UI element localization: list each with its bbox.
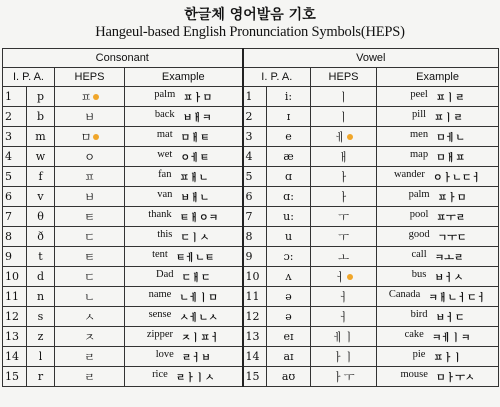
consonant-heps-symbol: ㅂ bbox=[83, 109, 96, 124]
vowel-ipa: e bbox=[267, 127, 311, 147]
consonant-number: 6 bbox=[3, 187, 27, 207]
vowel-number: 13 bbox=[243, 327, 267, 347]
consonant-example-hangeul: ㅅㅔㄴㅅ bbox=[179, 313, 218, 324]
table-row bbox=[3, 227, 499, 247]
consonant-heps-header: HEPS bbox=[55, 68, 125, 87]
consonant-example-hangeul: ㄷㅐㄷ bbox=[181, 273, 211, 284]
korean-title: 한글체 영어발음 기호 bbox=[184, 7, 316, 23]
consonant-example-word: zipper bbox=[146, 329, 174, 340]
consonant-example bbox=[125, 87, 243, 107]
vowel-example-hangeul: ㄱㅜㄷ bbox=[437, 233, 467, 244]
consonant-heps-symbol: ㄹ bbox=[83, 369, 96, 384]
vowel-example bbox=[377, 107, 499, 127]
vowel-example-word: cake bbox=[404, 329, 424, 340]
vowel-example bbox=[377, 327, 499, 347]
vowel-ipa: æ bbox=[267, 147, 311, 167]
consonant-example-word: thank bbox=[148, 209, 172, 220]
vowel-heps-symbol: ㅐ bbox=[337, 149, 350, 164]
highlight-mark bbox=[93, 134, 99, 140]
consonant-example-word: fan bbox=[158, 169, 172, 180]
vowel-ipa: eɪ bbox=[267, 327, 311, 347]
consonant-heps-symbol: ㅌ bbox=[83, 209, 96, 224]
highlight-mark bbox=[93, 94, 99, 100]
consonant-ipa: d bbox=[27, 267, 55, 287]
consonant-number: 9 bbox=[3, 247, 27, 267]
consonant-number: 10 bbox=[3, 267, 27, 287]
consonant-example-word: mat bbox=[156, 129, 173, 140]
consonant-example-word: wet bbox=[157, 149, 173, 160]
consonant-example-word: name bbox=[148, 289, 172, 300]
vowel-heps-symbol: ㅏ bbox=[337, 169, 350, 184]
table-row bbox=[3, 187, 499, 207]
consonant-example bbox=[125, 167, 243, 187]
vowel-number: 15 bbox=[243, 367, 267, 387]
vowel-example-hangeul: ㅇㅏㄴㄷㅓ bbox=[432, 173, 482, 184]
consonant-ipa: s bbox=[27, 307, 55, 327]
consonant-heps-symbol: ㅍ bbox=[83, 169, 96, 184]
english-title: Hangeul-based English Pronunciation Symbols(HEPS) bbox=[95, 24, 405, 40]
consonant-example bbox=[125, 147, 243, 167]
vowel-ipa: i: bbox=[267, 87, 311, 107]
vowel-heps bbox=[311, 347, 377, 367]
table-row bbox=[3, 207, 499, 227]
consonant-heps-symbol: ㅁ bbox=[80, 129, 92, 144]
consonant-number: 5 bbox=[3, 167, 27, 187]
vowel-number: 12 bbox=[243, 307, 267, 327]
highlight-mark bbox=[347, 134, 353, 140]
vowel-example-word: mouse bbox=[400, 369, 428, 380]
vowel-example-word: bus bbox=[411, 269, 427, 280]
table-row bbox=[3, 347, 499, 367]
vowel-example bbox=[377, 147, 499, 167]
consonant-example-word: palm bbox=[154, 89, 176, 100]
vowel-example-hangeul: ㅍㅣㄹ bbox=[435, 93, 465, 104]
vowel-example-word: men bbox=[410, 129, 429, 140]
vowel-ipa: ɔ: bbox=[267, 247, 311, 267]
consonant-number: 1 bbox=[3, 87, 27, 107]
vowel-heps bbox=[311, 107, 377, 127]
consonant-example bbox=[125, 107, 243, 127]
consonant-heps-symbol: ㄹ bbox=[83, 349, 96, 364]
consonant-heps-symbol: ㅅ bbox=[83, 309, 96, 324]
consonant-example-hangeul: ㄴㅔㅣㅁ bbox=[179, 293, 218, 304]
consonant-heps bbox=[55, 307, 125, 327]
table-row bbox=[3, 87, 499, 107]
vowel-heps bbox=[311, 307, 377, 327]
vowel-number: 11 bbox=[243, 287, 267, 307]
vowel-group-header: Vowel bbox=[243, 49, 499, 68]
vowel-example bbox=[377, 347, 499, 367]
vowel-example-word: map bbox=[410, 149, 429, 160]
consonant-heps bbox=[55, 367, 125, 387]
vowel-example bbox=[377, 167, 499, 187]
consonant-example bbox=[125, 207, 243, 227]
vowel-heps-symbol: ㅜ bbox=[337, 229, 350, 244]
consonant-number: 12 bbox=[3, 307, 27, 327]
vowel-example bbox=[377, 127, 499, 147]
consonant-ipa: m bbox=[27, 127, 55, 147]
consonant-example-word: love bbox=[155, 349, 174, 360]
consonant-group-header: Consonant bbox=[3, 49, 243, 68]
vowel-heps-symbol: ㅓ bbox=[334, 269, 346, 284]
consonant-example-hangeul: ㄹㅏㅣㅅ bbox=[175, 373, 215, 384]
consonant-number: 14 bbox=[3, 347, 27, 367]
consonant-heps-symbol: ㅌ bbox=[83, 249, 96, 264]
consonant-example bbox=[125, 287, 243, 307]
vowel-heps-symbol: ㅔ bbox=[334, 129, 346, 144]
vowel-heps-symbol: ㅓ bbox=[337, 309, 350, 324]
vowel-heps bbox=[311, 127, 377, 147]
vowel-ipa: aɪ bbox=[267, 347, 311, 367]
vowel-heps bbox=[311, 167, 377, 187]
vowel-ipa: ɑ bbox=[267, 167, 311, 187]
vowel-example-hangeul: ㅋㅔㅣㅋ bbox=[431, 333, 471, 344]
consonant-example-word: back bbox=[154, 109, 175, 120]
consonant-ipa: w bbox=[27, 147, 55, 167]
vowel-example bbox=[377, 307, 499, 327]
vowel-number: 14 bbox=[243, 347, 267, 367]
vowel-example-word: peel bbox=[410, 89, 428, 100]
vowel-example-word: bird bbox=[410, 309, 428, 320]
vowel-example-hangeul: ㅍㅣㄹ bbox=[434, 113, 464, 124]
consonant-number: 3 bbox=[3, 127, 27, 147]
consonant-heps-symbol: ㅍ bbox=[80, 89, 92, 104]
vowel-example-word: call bbox=[411, 249, 427, 260]
consonant-example-hangeul: ㅁㅐㅌ bbox=[180, 133, 210, 144]
consonant-ipa: l bbox=[27, 347, 55, 367]
consonant-example bbox=[125, 127, 243, 147]
vowel-example-word: good bbox=[408, 229, 430, 240]
vowel-heps bbox=[311, 207, 377, 227]
vowel-example bbox=[377, 247, 499, 267]
consonant-number: 11 bbox=[3, 287, 27, 307]
vowel-ipa: ɪ bbox=[267, 107, 311, 127]
vowel-ipa: u: bbox=[267, 207, 311, 227]
table-row bbox=[3, 267, 499, 287]
consonant-example bbox=[125, 187, 243, 207]
consonant-example-word: van bbox=[157, 189, 173, 200]
vowel-example-hangeul: ㅂㅓㄷ bbox=[435, 313, 465, 324]
table-row bbox=[3, 307, 499, 327]
vowel-example-hangeul: ㅋㅐㄴㅓㄷㅓ bbox=[428, 293, 487, 304]
vowel-example-word: wander bbox=[393, 169, 425, 180]
consonant-example-hangeul: ㄷㅣㅅ bbox=[180, 233, 210, 244]
consonant-ipa: b bbox=[27, 107, 55, 127]
consonant-ipa-header: I. P. A. bbox=[3, 68, 55, 87]
consonant-ipa: r bbox=[27, 367, 55, 387]
vowel-example bbox=[377, 227, 499, 247]
consonant-ipa: t bbox=[27, 247, 55, 267]
consonant-heps bbox=[55, 347, 125, 367]
consonant-example-word: rice bbox=[152, 369, 168, 380]
vowel-number: 2 bbox=[243, 107, 267, 127]
consonant-heps bbox=[55, 227, 125, 247]
consonant-example-hangeul: ㅈㅣㅍㅓ bbox=[181, 333, 220, 344]
consonant-number: 8 bbox=[3, 227, 27, 247]
vowel-heps-symbol: ㅓ bbox=[337, 289, 350, 304]
consonant-heps-symbol: ㅇ bbox=[83, 149, 96, 164]
vowel-heps-symbol: ㅜ bbox=[337, 209, 350, 224]
consonant-example-hangeul: ㅂㅐㄴ bbox=[180, 193, 210, 204]
vowel-heps bbox=[311, 187, 377, 207]
consonant-ipa: n bbox=[27, 287, 55, 307]
vowel-example-word: pie bbox=[412, 349, 426, 360]
consonant-example bbox=[125, 247, 243, 267]
consonant-heps-symbol: ㄴ bbox=[83, 289, 96, 304]
vowel-number: 4 bbox=[243, 147, 267, 167]
table-row bbox=[3, 367, 499, 387]
consonant-heps bbox=[55, 287, 125, 307]
consonant-number: 4 bbox=[3, 147, 27, 167]
vowel-heps-symbol: ㅣ bbox=[337, 89, 350, 104]
vowel-ipa: ə bbox=[267, 307, 311, 327]
consonant-example-word: Dad bbox=[156, 269, 174, 280]
consonant-heps bbox=[55, 327, 125, 347]
table-row bbox=[3, 247, 499, 267]
consonant-example-hangeul: ㅌㅔㄴㅌ bbox=[175, 253, 215, 264]
vowel-heps-symbol: ㅣ bbox=[337, 109, 350, 124]
table-row bbox=[3, 107, 499, 127]
consonant-example bbox=[125, 327, 243, 347]
vowel-example-hangeul: ㅁㅏㅜㅅ bbox=[435, 373, 475, 384]
consonant-ipa: f bbox=[27, 167, 55, 187]
vowel-example bbox=[377, 187, 499, 207]
consonant-example-word: sense bbox=[148, 309, 172, 320]
vowel-example-hangeul: ㅋㅗㄹ bbox=[434, 253, 464, 264]
consonant-heps bbox=[55, 87, 125, 107]
vowel-number: 1 bbox=[243, 87, 267, 107]
vowel-heps bbox=[311, 267, 377, 287]
consonant-heps bbox=[55, 207, 125, 227]
consonant-heps-symbol: ㅂ bbox=[83, 189, 96, 204]
vowel-example-hangeul: ㅂㅓㅅ bbox=[434, 273, 464, 284]
consonant-example bbox=[125, 307, 243, 327]
vowel-number: 10 bbox=[243, 267, 267, 287]
vowel-ipa: ɑ: bbox=[267, 187, 311, 207]
vowel-example-hangeul: ㅁㅐㅍ bbox=[436, 153, 466, 164]
vowel-number: 6 bbox=[243, 187, 267, 207]
consonant-example bbox=[125, 227, 243, 247]
vowel-example bbox=[377, 87, 499, 107]
table-row bbox=[3, 327, 499, 347]
vowel-example bbox=[377, 267, 499, 287]
vowel-number: 5 bbox=[243, 167, 267, 187]
consonant-ipa: v bbox=[27, 187, 55, 207]
consonant-heps bbox=[55, 127, 125, 147]
vowel-example-word: Canada bbox=[388, 289, 421, 300]
table-row bbox=[3, 167, 499, 187]
consonant-heps bbox=[55, 187, 125, 207]
vowel-heps-symbol: ㅏ bbox=[337, 189, 350, 204]
vowel-number: 7 bbox=[243, 207, 267, 227]
vowel-heps-header: HEPS bbox=[311, 68, 377, 87]
vowel-example-word: palm bbox=[408, 189, 430, 200]
table-row bbox=[3, 127, 499, 147]
heps-table bbox=[2, 48, 499, 387]
consonant-heps-symbol: ㄷ bbox=[83, 269, 96, 284]
consonant-heps bbox=[55, 167, 125, 187]
consonant-example bbox=[125, 267, 243, 287]
vowel-heps bbox=[311, 247, 377, 267]
vowel-example-hangeul: ㅍㅜㄹ bbox=[436, 213, 466, 224]
vowel-example-word: pool bbox=[409, 209, 429, 220]
vowel-ipa: aʊ bbox=[267, 367, 311, 387]
vowel-heps bbox=[311, 367, 377, 387]
consonant-example-hangeul: ㅂㅐㅋ bbox=[182, 113, 212, 124]
consonant-example-hangeul: ㅍㅐㄴ bbox=[179, 173, 209, 184]
consonant-example-header: Example bbox=[125, 68, 243, 87]
consonant-number: 2 bbox=[3, 107, 27, 127]
consonant-example-word: tent bbox=[152, 249, 168, 260]
vowel-number: 9 bbox=[243, 247, 267, 267]
consonant-heps bbox=[55, 107, 125, 127]
consonant-number: 15 bbox=[3, 367, 27, 387]
table-body bbox=[3, 87, 499, 387]
consonant-ipa: ð bbox=[27, 227, 55, 247]
vowel-heps bbox=[311, 87, 377, 107]
consonant-example-word: this bbox=[157, 229, 173, 240]
consonant-ipa: θ bbox=[27, 207, 55, 227]
consonant-heps bbox=[55, 267, 125, 287]
vowel-example-word: pill bbox=[412, 109, 427, 120]
consonant-example bbox=[125, 367, 243, 387]
vowel-example-header: Example bbox=[377, 68, 499, 87]
vowel-ipa: ə bbox=[267, 287, 311, 307]
vowel-ipa: u bbox=[267, 227, 311, 247]
consonant-example-hangeul: ㄹㅓㅂ bbox=[181, 353, 211, 364]
vowel-heps bbox=[311, 147, 377, 167]
vowel-heps-symbol: ㅏㅣ bbox=[332, 349, 355, 364]
vowel-heps-symbol: ㅏㅜ bbox=[332, 369, 355, 384]
consonant-ipa: z bbox=[27, 327, 55, 347]
vowel-example-hangeul: ㅍㅏㅣ bbox=[433, 353, 463, 364]
consonant-heps bbox=[55, 247, 125, 267]
vowel-example-hangeul: ㅍㅏㅁ bbox=[437, 193, 467, 204]
vowel-number: 8 bbox=[243, 227, 267, 247]
vowel-example-hangeul: ㅁㅔㄴ bbox=[436, 133, 466, 144]
consonant-heps-symbol: ㄷ bbox=[83, 229, 96, 244]
vowel-heps bbox=[311, 287, 377, 307]
consonant-heps-symbol: ㅈ bbox=[83, 329, 96, 344]
vowel-ipa: ʌ bbox=[267, 267, 311, 287]
consonant-number: 7 bbox=[3, 207, 27, 227]
vowel-example bbox=[377, 287, 499, 307]
vowel-example bbox=[377, 367, 499, 387]
vowel-heps bbox=[311, 227, 377, 247]
consonant-example-hangeul: ㅇㅔㅌ bbox=[180, 153, 210, 164]
consonant-ipa: p bbox=[27, 87, 55, 107]
vowel-example bbox=[377, 207, 499, 227]
vowel-heps-symbol: ㅗ bbox=[337, 249, 350, 264]
table-row bbox=[3, 147, 499, 167]
vowel-heps-symbol: ㅔㅣ bbox=[332, 329, 355, 344]
consonant-heps bbox=[55, 147, 125, 167]
consonant-example bbox=[125, 347, 243, 367]
consonant-example-hangeul: ㅌㅐㅇㅋ bbox=[179, 213, 219, 224]
consonant-example-hangeul: ㅍㅏㅁ bbox=[183, 93, 213, 104]
vowel-ipa-header: I. P. A. bbox=[243, 68, 311, 87]
consonant-number: 13 bbox=[3, 327, 27, 347]
vowel-heps bbox=[311, 327, 377, 347]
table-row bbox=[3, 287, 499, 307]
highlight-mark bbox=[347, 274, 353, 280]
vowel-number: 3 bbox=[243, 127, 267, 147]
